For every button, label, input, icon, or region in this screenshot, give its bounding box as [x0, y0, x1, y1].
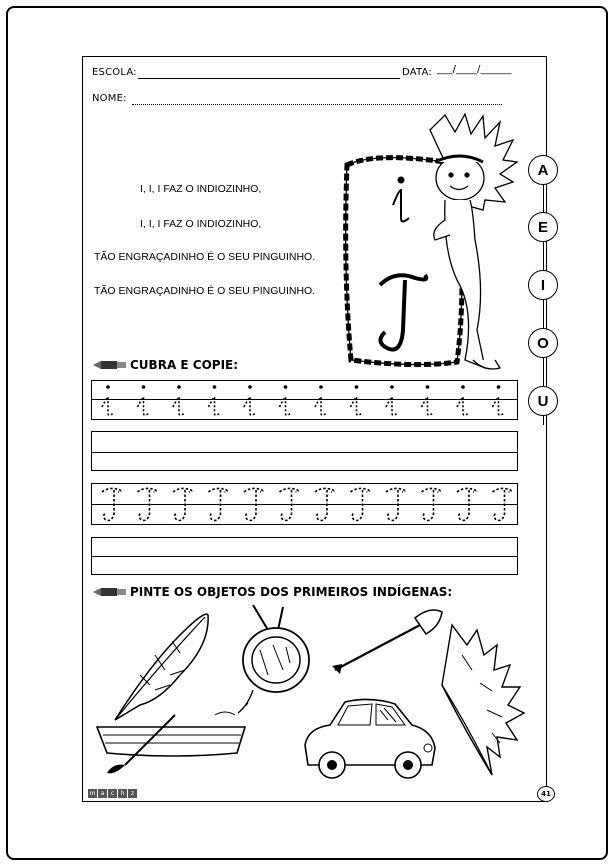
trace-glyph-i	[422, 385, 434, 415]
trace-glyph-i	[315, 385, 327, 415]
vowel-e[interactable]: E	[528, 212, 558, 242]
trace-glyph-i	[351, 385, 363, 415]
trace-glyph-I	[493, 488, 512, 520]
trace-glyph-i	[173, 385, 185, 415]
trace-glyph-i	[493, 385, 505, 415]
trace-glyph-I	[315, 488, 334, 520]
trace-glyph-I	[209, 488, 228, 520]
trace-glyph-I	[280, 488, 299, 520]
trace-glyph-i	[102, 385, 114, 415]
pencil-icon	[93, 587, 127, 597]
trace-glyph-I	[351, 488, 370, 520]
trace-glyph-I	[457, 488, 476, 520]
trace-glyph-I	[422, 488, 441, 520]
trace-glyph-i	[138, 385, 150, 415]
copy-lines-2[interactable]	[91, 537, 518, 575]
name-label: NOME:	[92, 93, 127, 104]
cursive-i-small	[393, 178, 409, 222]
vowel-a[interactable]: A	[528, 155, 558, 185]
trace-glyph-i	[457, 385, 469, 415]
trace-glyph-I	[244, 488, 263, 520]
cursive-i-large	[380, 275, 426, 350]
car-icon[interactable]	[300, 690, 440, 785]
verse-line-2: I, I, I FAZ O INDIOZINHO,	[140, 218, 262, 230]
arrow-icon[interactable]	[330, 608, 445, 678]
trace-I-glyphs	[92, 484, 519, 526]
trace-row-large-i[interactable]	[91, 483, 518, 525]
headdress-icon[interactable]	[432, 625, 527, 780]
trace-glyph-I	[138, 488, 157, 520]
canoe-icon[interactable]	[95, 715, 255, 785]
feather-icon[interactable]	[110, 605, 210, 725]
verse-line-4: TÃO ENGRAÇADINHO É O SEU PINGUINHO.	[94, 285, 316, 297]
school-field[interactable]	[138, 78, 400, 79]
pencil-icon	[93, 360, 127, 370]
trace-glyph-i	[244, 385, 256, 415]
trace-glyph-I	[386, 488, 405, 520]
school-label: ESCOLA:	[92, 67, 137, 78]
vowel-i[interactable]: I	[528, 270, 558, 300]
indian-boy-illustration	[430, 114, 517, 369]
paint-section-title: PINTE OS OBJETOS DOS PRIMEIROS INDÍGENAS:	[93, 585, 452, 599]
publisher-logo: m a c h z	[88, 789, 137, 798]
page-number: 41	[537, 786, 555, 802]
copy-lines-1[interactable]	[91, 431, 518, 471]
name-field[interactable]	[132, 104, 502, 105]
trace-glyph-i	[280, 385, 292, 415]
vowel-o[interactable]: O	[528, 328, 558, 358]
trace-section-title: CUBRA E COPIE:	[93, 358, 238, 372]
vowel-u[interactable]: U	[528, 386, 558, 416]
trace-row-small-i[interactable]	[91, 380, 518, 420]
trace-glyph-i	[209, 385, 221, 415]
trace-glyph-I	[102, 488, 121, 520]
verse-line-3: TÃO ENGRAÇADINHO É O SEU PINGUINHO.	[94, 251, 316, 263]
letter-frame-illustration	[335, 110, 535, 380]
trace-glyph-I	[173, 488, 192, 520]
verse-line-1: I, I, I FAZ O INDIOZINHO,	[140, 183, 262, 195]
date-label: DATA:	[402, 67, 432, 78]
trace-glyph-i	[386, 385, 398, 415]
date-field[interactable]: ___/____/______	[437, 64, 512, 75]
trace-i-glyphs	[92, 381, 519, 421]
